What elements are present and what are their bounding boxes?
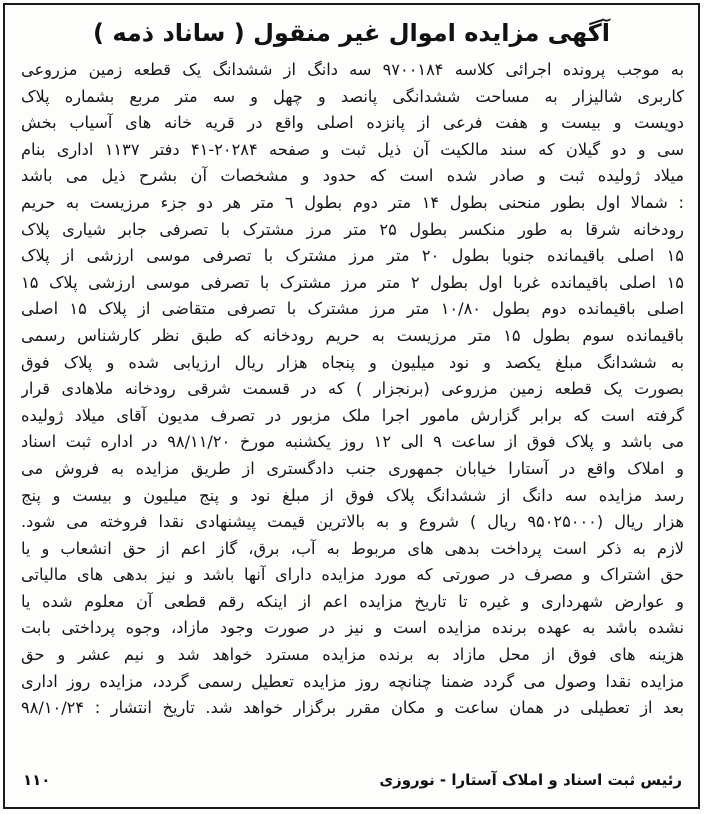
- body-line: : شمالا اول بطور منحنی بطول ۱۴ متر دوم بطول ٦ متر هر دو جزء مرزیست به حریم: [21, 192, 684, 212]
- body-line: لازم به ذکر است پرداخت بدهی های مربوط به آب، برق، گاز اعم از حق انشعاب و یا: [21, 538, 684, 558]
- body-line: و عوارض شهرداری و غیره تا تاریخ مزایده اعم از اینکه رقم قطعی آن معلوم شده یا: [21, 591, 684, 611]
- body-line: ۱۵ اصلی باقیمانده غربا اول بطول ۲ متر مرز مشترک با تصرفی موسی ارزشی پلاک ۱۵: [21, 272, 684, 292]
- notice-body: [21, 57, 684, 757]
- body-line: سی و دو گیلان که سند مالکیت آن ذیل ثبت و صفحه ۲۰۲۸۴-۴۱ دفتر ۱۱۳۷ اداری بنام: [21, 139, 684, 159]
- body-line: باقیمانده سوم بطول ۱۵ متر مرزیست به حریم رودخانه که طبق نظر کارشناس رسمی: [21, 325, 684, 345]
- body-line: ۱۵ اصلی باقیمانده جنوبا بطول ۲۰ متر مرز مشترک با تصرفی موسی ارزشی از پلاک: [21, 246, 684, 266]
- body-line: می باشد و پلاک فوق از ساعت ۹ الی ۱۲ روز یکشنبه مورخ ۹۸/۱۱/۲۰ در اداره ثبت اسناد: [21, 432, 684, 452]
- body-line: به موجب پرونده اجرائی کلاسه ۹۷۰۰۱۸۴ سه دانگ از ششدانگ یک قطعه زمین مزروعی: [21, 60, 684, 79]
- body-line: دویست و بیست و هفت فرعی از پانزده اصلی واقع در قریه خانه های آسیاب بخش: [21, 113, 684, 133]
- body-line: هزار ریال (۹۵۰۲۵۰۰۰ ریال ) شروع و به بالاترین قیمت پیشنهادی نقدا فروخته می شود.: [21, 512, 684, 532]
- body-line: به ششدانگ مبلغ یکصد و نود میلیون و پنجاه هزار ریال ارزیابی شده و پلاک فوق: [21, 352, 684, 372]
- notice-title: آگهی مزایده اموال غیر منقول ( ساناد ذمه ): [93, 19, 610, 47]
- body-line: مزایده نقدا وصول می گردد ضمنا چنانچه روز مزایده تعطیل رسمی گردد، مزایده روز اداری: [21, 671, 684, 691]
- body-line: هزینه های فوق از محل مازاد به برنده مزایده مسترد خواهد شد و نیم عشر و حق: [21, 645, 684, 665]
- body-line: بعد از تعطیلی در همان ساعت و مکان مقرر برگزار خواهد شد. تاریخ انتشار : ۹۸/۱۰/۲۴: [21, 698, 684, 718]
- signature-line: رئیس ثبت اسناد و املاک آستارا - نوروزی: [379, 771, 682, 789]
- body-line: اصلی باقیمانده دوم بطول ۱۰/۸۰ متر مرز مشترک با تصرفی متقاضی از پلاک ۱۵ اصلی: [21, 299, 684, 319]
- body-line: و املاک واقع در آستارا خیابان جمهوری جنب دادگستری از طریق مزایده به فروش می: [21, 458, 684, 478]
- body-line: بصورت یک قطعه زمین مزروعی (برنجزار ) که در قسمت شرقی رودخانه ملاهادی قرار: [21, 379, 684, 399]
- body-line: گرفته است که برابر گزارش مامور اجرا ملک مزبور در تصرف مدیون آقای میلاد ژولیده: [21, 405, 684, 425]
- body-line: رسد مزایده سه دانگ از ششدانگ پلاک فوق از مبلغ نود و پنج میلیون و بیست و پنج: [21, 485, 684, 505]
- body-line: حق اشتراک و مصرف در صورتی که مورد مزایده دارای آنها باشد و نیز بدهی های مالیاتی: [21, 565, 684, 585]
- auction-notice: [3, 3, 700, 809]
- body-line: رودخانه شرقا به طور منکسر بطول ۲۵ متر مرز مشترک با تصرفی جابر شیاری پلاک: [21, 219, 684, 239]
- reference-number: ۱۱۰: [23, 771, 51, 789]
- body-line: نشده باشد به عهده برنده مزایده است و نیز در صورت وجود مازاد، وجوه پرداختی بابت: [21, 618, 684, 638]
- body-line: میلاد ژولیده ثبت و صادر شده است که حدود و مشخصات آن بشرح ذیل می باشد: [21, 166, 684, 186]
- body-line: کاربری شالیزار به مساحت ششدانگی پانصد و چهل و سه متر مربع بشماره پلاک: [21, 86, 684, 106]
